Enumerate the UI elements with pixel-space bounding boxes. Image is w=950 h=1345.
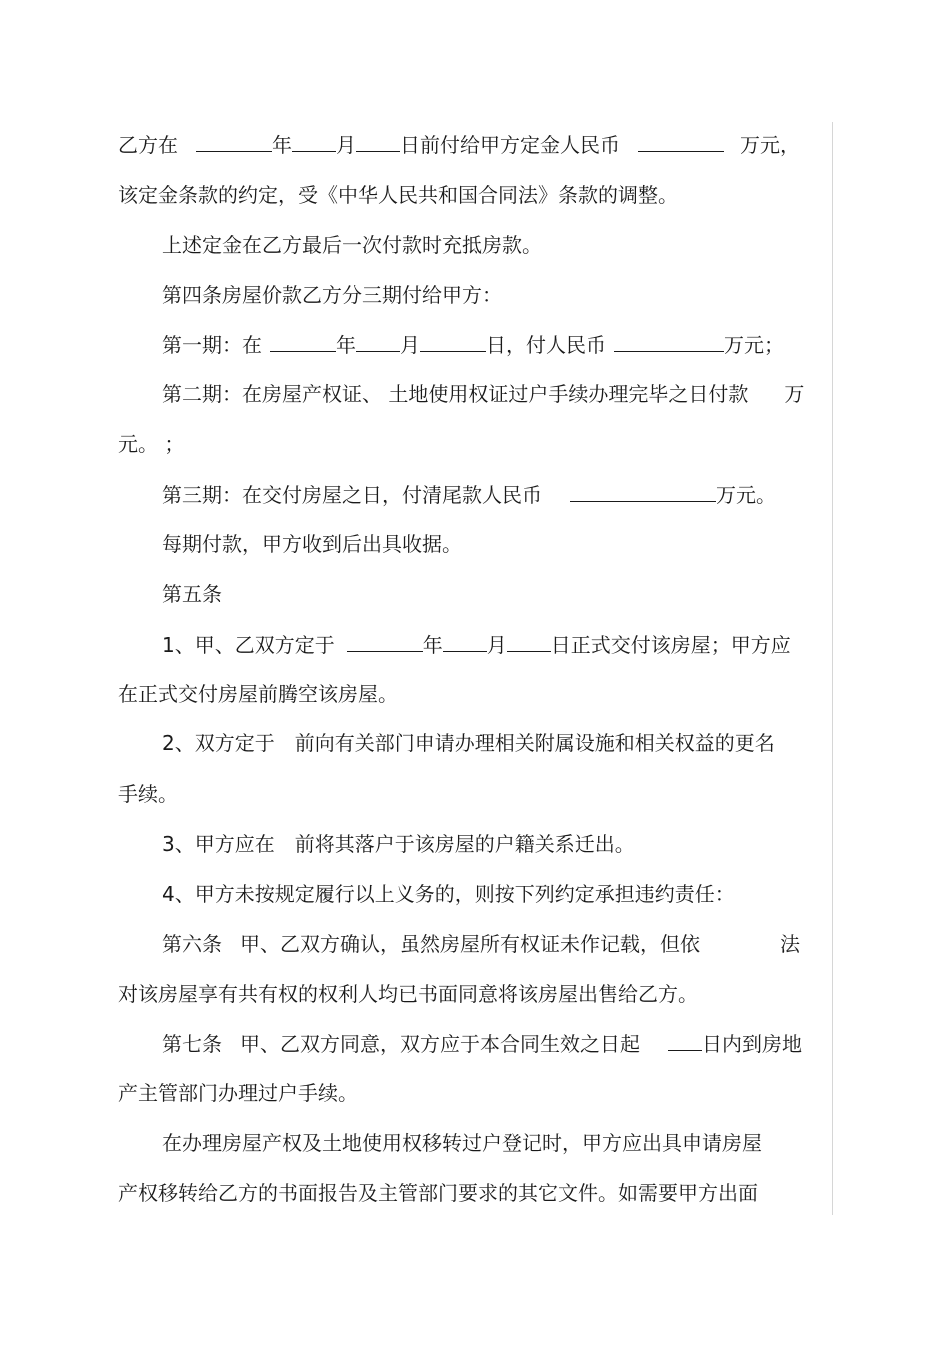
blank-field — [356, 129, 400, 152]
text-line: 4、甲方未按规定履行以上义务的，则按下列约定承担违约责任： — [162, 882, 735, 906]
text-line: 第二期：在房屋产权证、 土地使用权证过户手续办理完毕之日付款 万 — [162, 382, 805, 406]
text-line: 该定金条款的约定，受《中华人民共和国合同法》条款的调整。 — [118, 183, 678, 207]
text-line: 乙方在 年 月 日前付给甲方定金人民币 万元， — [118, 129, 800, 159]
blank-field — [347, 629, 423, 652]
text-line: 产主管部门办理过户手续。 — [118, 1081, 358, 1105]
text-line: 2、双方定于 前向有关部门申请办理相关附属设施和相关权益的更名 — [162, 731, 775, 755]
text-line: 每期付款，甲方收到后出具收据。 — [162, 532, 462, 556]
blank-field — [270, 329, 336, 352]
blank-field — [196, 129, 272, 152]
text-line: 1、甲、乙双方定于 年 月 日正式交付该房屋；甲方应 — [162, 629, 791, 659]
blank-field — [292, 129, 336, 152]
text-line: 对该房屋享有共有权的权利人均已书面同意将该房屋出售给乙方。 — [118, 982, 698, 1006]
text-line: 第七条 甲、乙双方同意，双方应于本合同生效之日起 日内到房地 — [162, 1028, 802, 1058]
blank-field — [443, 629, 487, 652]
text-line: 元。 ； — [118, 432, 185, 456]
blank-field — [614, 329, 724, 352]
text-line: 上述定金在乙方最后一次付款时充抵房款。 — [162, 233, 542, 257]
text-line: 在办理房屋产权及土地使用权移转过户登记时，甲方应出具申请房屋 — [162, 1131, 762, 1155]
text-line: 产权移转给乙方的书面报告及主管部门要求的其它文件。如需要甲方出面 — [118, 1181, 758, 1205]
text-line: 手续。 — [118, 782, 178, 806]
right-margin-rule — [832, 122, 833, 1215]
blank-field — [507, 629, 551, 652]
blank-field — [570, 479, 716, 502]
text-line: 3、甲方应在 前将其落户于该房屋的户籍关系迁出。 — [162, 832, 635, 856]
blank-field — [420, 329, 486, 352]
text-line: 在正式交付房屋前腾空该房屋。 — [118, 682, 398, 706]
text-line: 第一期：在 年 月 日，付人民币 万元； — [162, 329, 784, 359]
blank-field — [356, 329, 400, 352]
text-line: 第五条 — [162, 582, 222, 606]
text-line: 第三期：在交付房屋之日，付清尾款人民币 万元。 — [162, 479, 776, 509]
text-line: 第六条 甲、乙双方确认，虽然房屋所有权证未作记载，但依 法 — [162, 932, 800, 956]
text-line: 第四条房屋价款乙方分三期付给甲方： — [162, 283, 502, 307]
blank-field — [668, 1028, 702, 1051]
blank-field — [638, 129, 724, 152]
